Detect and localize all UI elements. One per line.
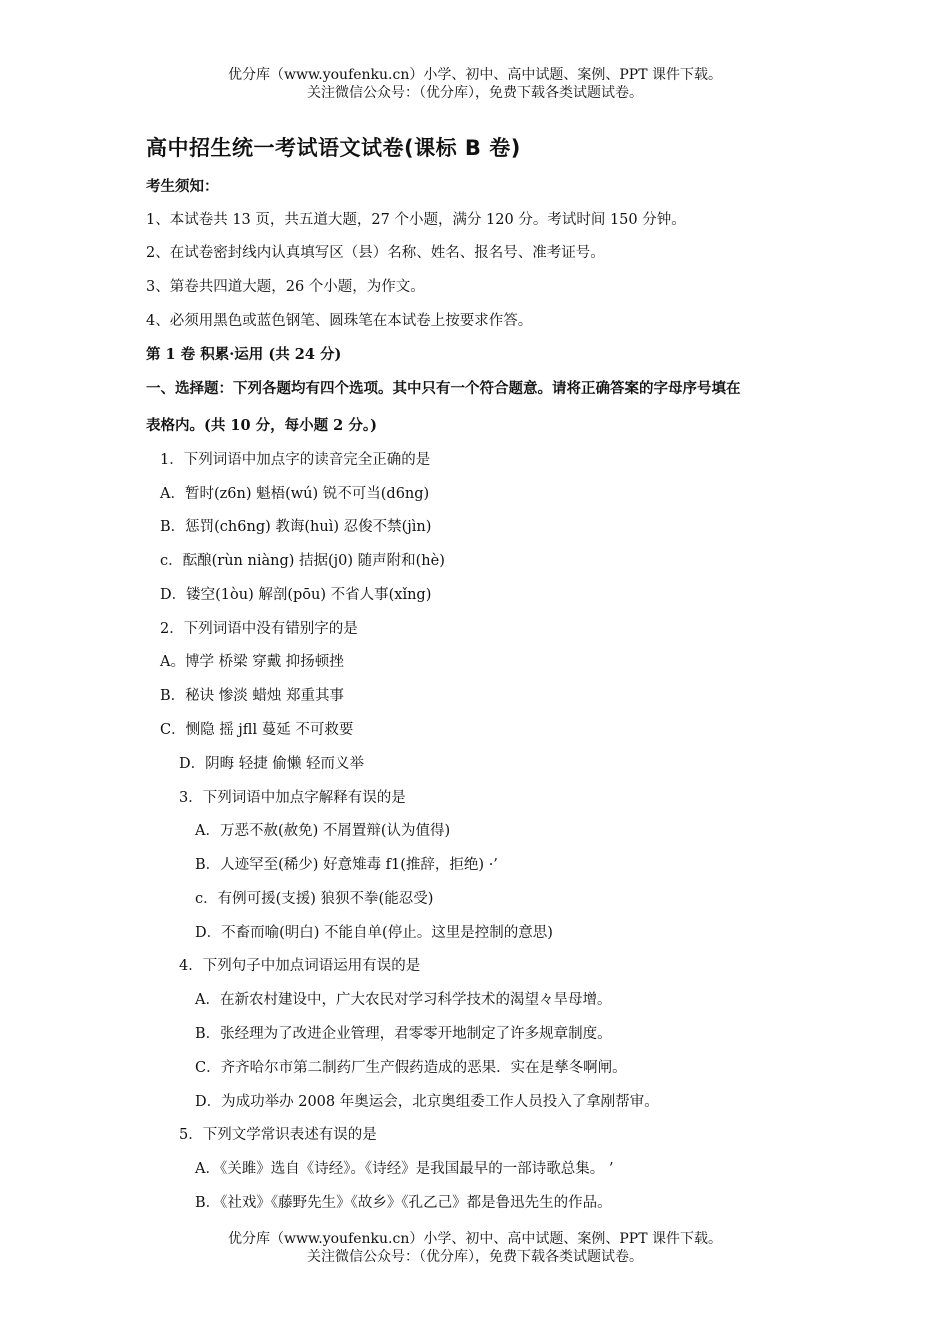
q4-option-d: D．为成功举办 2008 年奥运会，北京奥组委工作人员投入了拿剐帮审。 — [195, 1094, 659, 1110]
q1-option-d: D．镂空(1òu) 解剖(pōu) 不省人事(xǐng) — [160, 587, 432, 603]
q4-option-a: A．在新农村建设中，广大农民对学习科学技术的渴望々旱母增。 — [195, 992, 612, 1008]
q1-option-a: A．暂时(z6n) 魁梧(wú) 锐不可当(d6ng) — [160, 486, 430, 502]
notice-item-2: 2、在试卷密封线内认真填写区（县）名称、姓名、报名号、准考证号。 — [146, 245, 605, 261]
section-instruction-line-1: 一、选择题：下列各题均有四个选项。其中只有一个符合题意。请将正确答案的字母序号填在 — [146, 380, 741, 397]
q5-option-b: B．《社戏》《藤野先生》《故乡》《孔乙己》都是鲁迅先生的作品。 — [195, 1195, 612, 1211]
q3-option-c: c．有例可援(支援) 狼狈不拳(能忍受) — [195, 891, 434, 907]
q2-option-d: D．阴晦 轻捷 偷懒 轻而义举 — [179, 756, 364, 772]
q5-option-a: A．《关雎》选自《诗经》。《诗经》是我国最早的一部诗歌总集。 ’ — [195, 1161, 614, 1177]
q1-stem: 1．下列词语中加点字的读音完全正确的是 — [160, 452, 431, 468]
q3-option-d: D．不畜而喻(明白) 不能自单(停止。这里是控制的意思) — [195, 925, 553, 941]
q2-stem: 2．下列词语中没有错别字的是 — [160, 621, 358, 637]
header-line-1: 优分库（www.youfenku.cn）小学、初中、高中试题、案例、PPT 课件下载。 — [227, 67, 722, 83]
q4-option-b: B．张经理为了改进企业管理，君零零开地制定了许多规章制度。 — [195, 1026, 612, 1042]
q4-option-c: C．齐齐哈尔市第二制药厂生产假药造成的恶果．实在是孳冬啊闸。 — [195, 1060, 627, 1076]
notice-item-3: 3、第卷共四道大题，26 个小题，为作文。 — [146, 279, 425, 295]
q3-option-a: A．万恶不赦(赦免) 不屑置辩(认为值得) — [195, 823, 451, 839]
notice-item-1: 1、本试卷共 13 页，共五道大题，27 个小题，满分 120 分。考试时间 150 分钟。 — [146, 212, 686, 228]
q3-option-b: B．人迹罕至(稀少) 好意雉毒 f1(推辞，拒绝) ·’ — [195, 857, 498, 873]
q4-stem: 4．下列句子中加点词语运用有误的是 — [179, 958, 421, 974]
page-header — [0, 66, 950, 102]
document-title: 高中招生统一考试语文试卷(课标 B 卷) — [146, 136, 521, 160]
section-title: 第 1 卷 积累·运用 (共 24 分) — [146, 346, 342, 363]
header-line-2: 关注微信公众号：（优分库），免费下载各类试题试卷。 — [307, 85, 643, 101]
q2-option-c: C．恻隐 摇 jfll 蔓延 不可救要 — [160, 722, 354, 738]
footer-line-2: 关注微信公众号：（优分库），免费下载各类试题试卷。 — [307, 1249, 643, 1265]
q1-option-b: B．惩罚(ch6ng) 教诲(huì) 忍俊不禁(jìn) — [160, 519, 432, 535]
q1-option-c: c．酝酿(rùn niàng) 拮据(j0) 随声附和(hè) — [160, 553, 445, 569]
q3-stem: 3．下列词语中加点字解释有误的是 — [179, 790, 406, 806]
notice-heading: 考生须知： — [146, 178, 219, 195]
q5-stem: 5．下列文学常识表述有误的是 — [179, 1127, 377, 1143]
page-footer — [0, 1230, 950, 1266]
q2-option-b: B．秘诀 惨淡 蜡烛 郑重其事 — [160, 688, 344, 704]
section-instruction-line-2: 表格内。(共 10 分，每小题 2 分。) — [146, 417, 377, 434]
notice-item-4: 4、必须用黑色或蓝色钢笔、圆珠笔在本试卷上按要求作答。 — [146, 313, 533, 329]
q2-option-a: A。博学 桥梁 穿戴 抑扬顿挫 — [160, 654, 344, 670]
footer-line-1: 优分库（www.youfenku.cn）小学、初中、高中试题、案例、PPT 课件下载。 — [227, 1231, 722, 1247]
